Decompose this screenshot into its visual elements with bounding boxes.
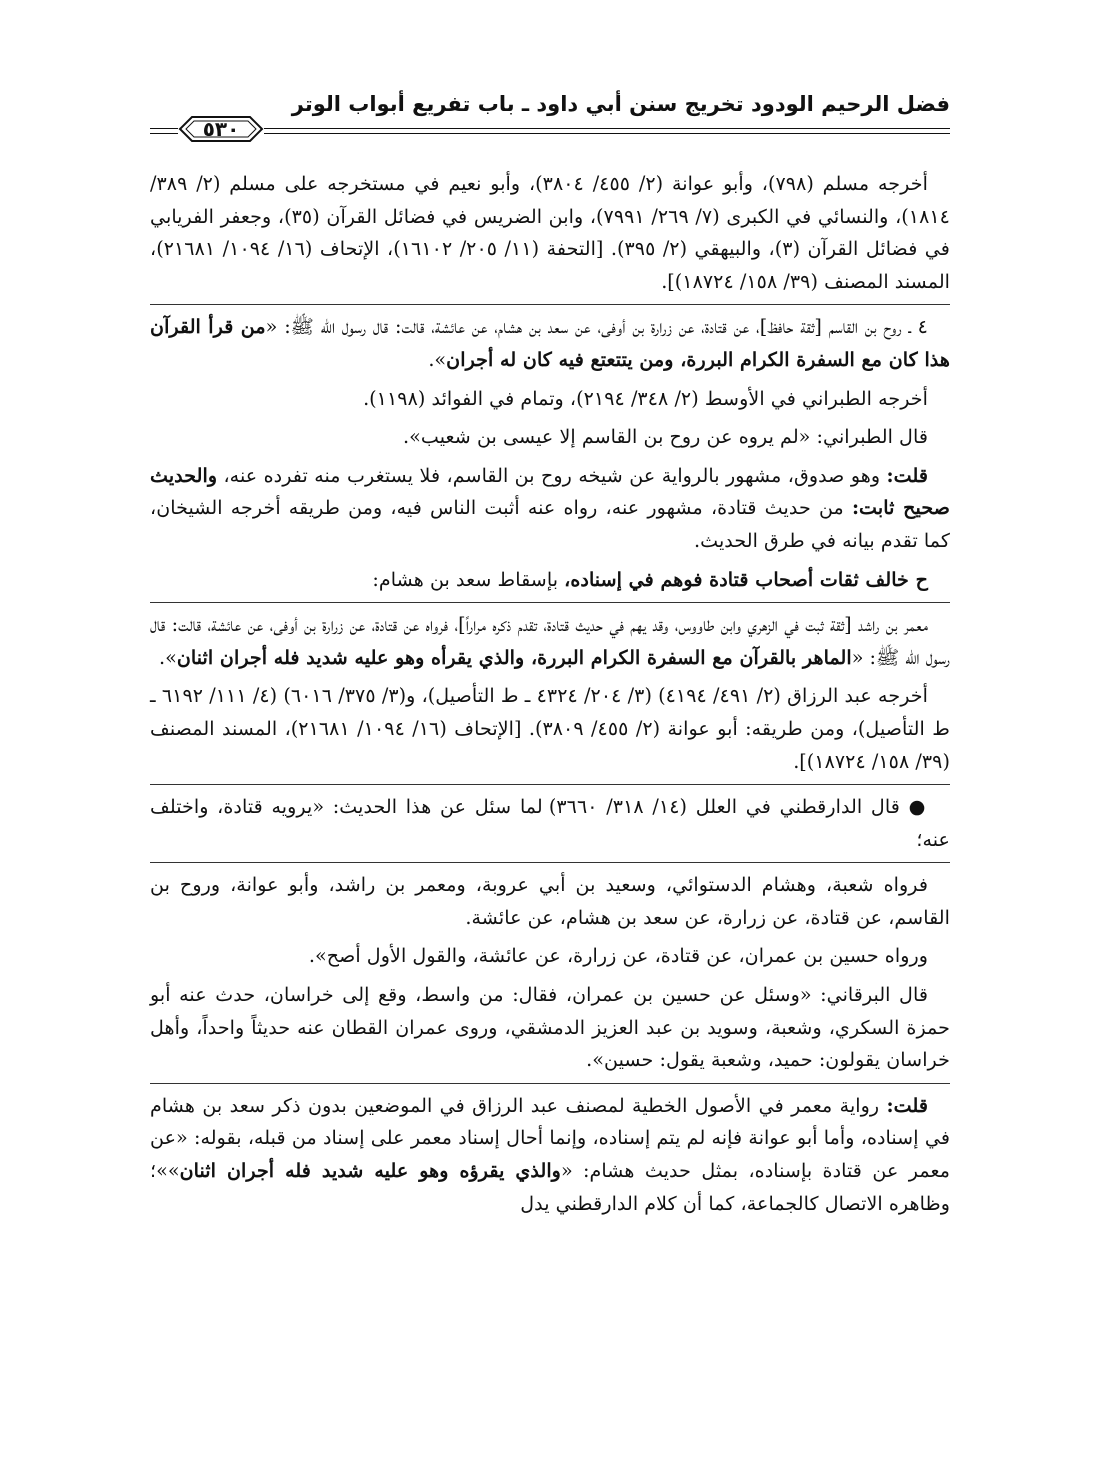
paragraph-separator	[150, 1083, 950, 1084]
paragraph-separator	[150, 784, 950, 785]
text-run: أخرجه مسلم (٧٩٨)، وأبو عوانة (٢/ ٤٥٥/ ٣٨٠٤)، وأبو نعيم في مستخرجه على مسلم (٢/ ٣٨٩/ ١٨١٤)، والنسائي في الكبرى (٧/ ٢٦٩/ ٧٩٩١)، وابن الضريس في فضائل القرآن (٣٥)، وجعفر الفريابي في فضائل القرآن (٣)، والبيهقي (٢/ ٣٩٥). [التحفة (١١/ ٢٠٥/ ١٦١٠٢)، الإتحاف (١٦/ ١٠٩٤/ ٢١٦٨١)، المسند المصنف (٣٩/ ١٥٨/ ١٨٧٢٤)].	[150, 172, 950, 293]
bold-text: خالف ثقات أصحاب قتادة فوهم في إسناده،	[564, 567, 909, 591]
paragraph	[150, 680, 950, 778]
paragraph	[150, 168, 950, 298]
paragraph	[150, 869, 950, 934]
paragraph	[150, 564, 950, 597]
text-run: معمر بن راشد [ثقة ثبت في الزهري وابن طاووس، وقد يهم في حديث قتادة، تقدم ذكره مراراً]، فرواه عن قتادة، عن زرارة بن أوفى، عن عائشة، قالت: قال رسول الله ﷺ: «	[150, 613, 950, 669]
text-run: ».	[428, 347, 447, 371]
text-run: ».	[158, 645, 177, 669]
text-run: رواية معمر في الأصول الخطية لمصنف عبد الرزاق في الموضعين بدون ذكر سعد بن هشام في إسناده، وأما أبو عوانة فإنه لم يتم إسناده، وإنما أحال إسناد معمر على إسناد من قبله، بقوله: «عن معمر عن قتادة بإسناده، بمثل حديث هشام: «	[150, 1093, 950, 1183]
bold-text: والذي يقرؤه وهو عليه شديد فله أجران اثنان	[179, 1159, 561, 1183]
text-run: قال البرقاني: «وسئل عن حسين بن عمران، فقال: من واسط، وقع إلى خراسان، حدث عنه أبو حمزة السكري، وشعبة، وسويد بن عبد العزيز الدمشقي، وروى عمران القطان عنه حديثاً واحداً، وأهل خراسان يقولون: حميد، وشعبة يقول: حسين».	[150, 983, 950, 1072]
bold-text: والحديث صحيح ثابت:	[150, 463, 950, 520]
text-run: من حديث قتادة، مشهور عنه، رواه عنه أثبت الناس فيه، ومن طريقه أخرجه الشيخان، كما تقدم بيانه في طرق الحديث.	[150, 496, 950, 552]
header-rule-top	[150, 128, 950, 129]
page-body	[150, 168, 950, 1226]
text-run: أخرجه الطبراني في الأوسط (٢/ ٣٤٨/ ٢١٩٤)، وتمام في الفوائد (١١٩٨).	[363, 386, 928, 410]
bold-text: قلت:	[886, 463, 928, 487]
paragraph-separator	[150, 862, 950, 863]
text-run: بإسقاط سعد بن هشام:	[372, 567, 565, 591]
paragraph	[150, 460, 950, 558]
text-run: فرواه شعبة، وهشام الدستوائي، وسعيد بن أبي عروبة، ومعمر بن راشد، وأبو عوانة، وروح بن القاسم، عن قتادة، عن زرارة، عن سعد بن هشام، عن عائشة.	[150, 873, 950, 929]
text-run: أخرجه عبد الرزاق (٢/ ٤٩١/ ٤١٩٤) (٣/ ٢٠٤/ ٤٣٢٤ ـ ط التأصيل)، و(٣/ ٣٧٥/ ٦٠١٦) (٤/ ١١١/ ٦١٩٢ ـ ط التأصيل)، ومن طريقه: أبو عوانة (٢/ ٤٥٥/ ٣٨٠٩). [الإتحاف (١٦/ ١٠٩٤/ ٢١٦٨١)، المسند المصنف (٣٩/ ١٥٨/ ١٨٧٢٤)].	[150, 684, 950, 773]
paragraph	[150, 609, 950, 674]
paragraph	[150, 979, 950, 1077]
paragraph	[150, 383, 950, 416]
text-run: قال الطبراني: «لم يروه عن روح بن القاسم إلا عيسى بن شعيب».	[403, 425, 928, 449]
bold-text: قلت:	[886, 1093, 928, 1117]
paragraph-separator	[150, 304, 950, 305]
paragraph	[150, 421, 950, 454]
bold-text: ح	[908, 567, 928, 591]
text-run: ٤ ـ روح بن القاسم [ثقة حافظ]، عن قتادة، عن زرارة بن أوفى، عن سعد بن هشام، عن عائشة، قالت: قال رسول الله ﷺ: «	[265, 315, 928, 339]
text-run: ورواه حسين بن عمران، عن قتادة، عن زرارة، عن عائشة، والقول الأول أصح».	[308, 944, 928, 968]
paragraph	[150, 1090, 950, 1220]
text-run: »»؛ وظاهره الاتصال كالجماعة، كما أن كلام الدارقطني يدل	[150, 1159, 950, 1215]
page-number-badge	[178, 114, 264, 144]
running-header	[150, 86, 950, 148]
bold-text: من قرأ القرآن هذا كان مع السفرة الكرام البررة، ومن يتتعتع فيه كان له أجران	[150, 315, 950, 371]
text-run: ● قال الدارقطني في العلل (١٤/ ٣١٨/ ٣٦٦٠) لما سئل عن هذا الحديث: «يرويه قتادة، واختلف عنه؛	[150, 795, 950, 851]
bold-text: الماهر بالقرآن مع السفرة الكرام البررة، والذي يقرأه وهو عليه شديد فله أجران اثنان	[176, 645, 852, 669]
text-run: وهو صدوق، مشهور بالرواية عن شيخه روح بن القاسم، فلا يستغرب منه تفرده عنه،	[217, 463, 887, 487]
header-title: فضل الرحيم الودود تخريج سنن أبي داود ـ باب تفريع أبواب الوتر	[291, 92, 950, 116]
paragraph	[150, 940, 950, 973]
paragraph	[150, 311, 950, 376]
page-number: ٥٣٠	[202, 117, 240, 141]
paragraph-separator	[150, 602, 950, 603]
header-rule-bottom	[150, 133, 950, 134]
paragraph	[150, 791, 950, 856]
